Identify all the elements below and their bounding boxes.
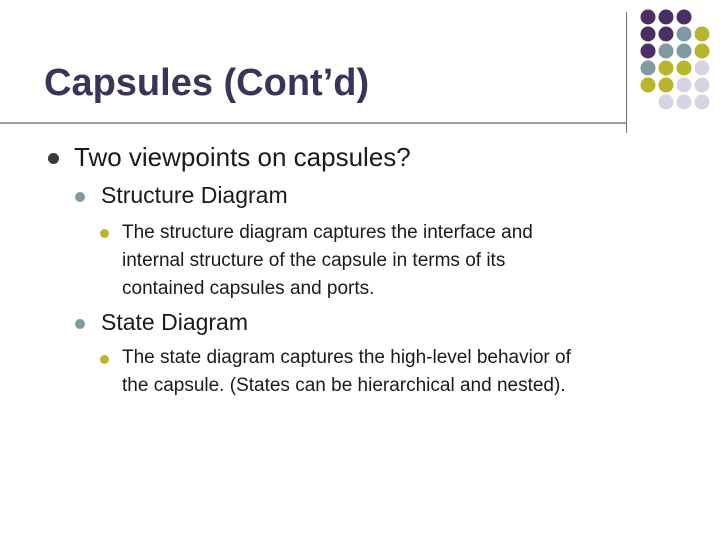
structure-desc-line-3: contained capsules and ports.: [122, 278, 375, 299]
bullet-level1-text: Two viewpoints on capsules?: [74, 142, 411, 172]
bullet-state-desc-marker: [100, 355, 109, 364]
decorative-dot: [677, 95, 692, 110]
state-desc-line-1: The state diagram captures the high-level behavior of: [122, 347, 571, 368]
decorative-dot: [695, 78, 710, 93]
slide-title: Capsules (Cont’d): [44, 62, 370, 104]
decorative-dot: [641, 44, 656, 59]
decorative-dot: [659, 78, 674, 93]
decorative-dot: [677, 78, 692, 93]
decorative-dot: [695, 27, 710, 42]
structure-desc-line-1: The structure diagram captures the interface and: [122, 222, 533, 243]
bullet-state-marker: [75, 319, 85, 329]
decorative-dot: [659, 10, 674, 25]
decorative-dot: [677, 44, 692, 59]
decorative-dot: [695, 44, 710, 59]
title-underline: [0, 122, 626, 124]
decorative-dot: [677, 61, 692, 76]
state-desc-line-2: the capsule. (States can be hierarchical and nested).: [122, 375, 566, 396]
vertical-divider: [626, 12, 627, 133]
structure-desc-line-2: internal structure of the capsule in terms of its: [122, 250, 506, 271]
decorative-dot: [641, 61, 656, 76]
decorative-dot: [695, 95, 710, 110]
bullet-structure-marker: [75, 192, 85, 202]
decorative-dot: [659, 44, 674, 59]
decorative-dot: [659, 95, 674, 110]
decorative-dot: [641, 78, 656, 93]
decorative-dot: [641, 27, 656, 42]
bullet-level1-marker: [48, 153, 59, 164]
bullet-structure-diagram: Structure Diagram: [101, 182, 288, 208]
bullet-structure-desc-marker: [100, 229, 109, 238]
decorative-dot: [641, 10, 656, 25]
decorative-dot: [659, 61, 674, 76]
decorative-dot: [677, 10, 692, 25]
decorative-dot: [695, 61, 710, 76]
bullet-state-diagram: State Diagram: [101, 309, 249, 335]
decorative-dot: [659, 27, 674, 42]
decorative-dot: [677, 27, 692, 42]
